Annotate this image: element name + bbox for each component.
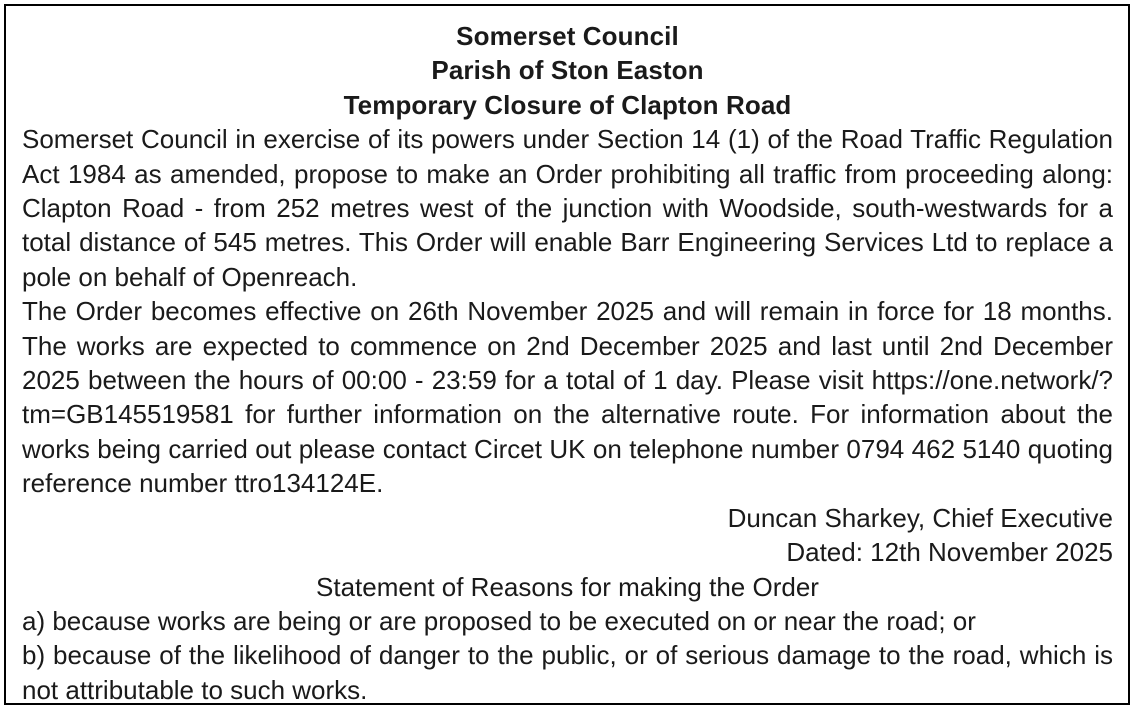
reason-b: b) because of the likelihood of danger to the public, or of serious damage to the road, which is not attributable to such works. bbox=[22, 640, 1113, 705]
council-name: Somerset Council bbox=[456, 21, 679, 51]
notice-paragraph-order: Somerset Council in exercise of its powers under Section 14 (1) of the Road Traffic Regulation Act 1984 as amended, propose to make an Order prohibiting all traffic from proceeding along: Clapton Road - from 252 metres west of the junction with Woodside, south-westwards for a total distance of 545 metres. This Order will enable Barr Engineering Services Ltd to replace a pole on behalf of Openreach. bbox=[22, 124, 1113, 292]
reasons-heading: Statement of Reasons for making the Order bbox=[316, 571, 819, 602]
notice-paragraph-details: The Order becomes effective on 26th November 2025 and will remain in force for 18 months. The works are expected to commence on 2nd December 2025 and last until 2nd December 2025 between the hours of 00:00 - 23:59 for a total of 1 day. Please visit https://one.network/?tm=GB145519581 for further information on the alternative route. For information about the works being carried out please contact Circet UK on telephone number 0794 462 5140 quoting reference number ttro134124E. bbox=[22, 296, 1113, 499]
reason-a: a) because works are being or are proposed to be executed on or near the road; or bbox=[22, 605, 976, 636]
public-notice bbox=[4, 4, 1130, 705]
statement-of-reasons bbox=[22, 570, 1113, 708]
parish-name: Parish of Ston Easton bbox=[431, 55, 704, 86]
notice-heading bbox=[22, 19, 1113, 122]
signatory: Duncan Sharkey, Chief Executive bbox=[727, 502, 1113, 533]
notice-title: Temporary Closure of Clapton Road bbox=[343, 89, 792, 120]
notice-date: Dated: 12th November 2025 bbox=[786, 537, 1113, 568]
